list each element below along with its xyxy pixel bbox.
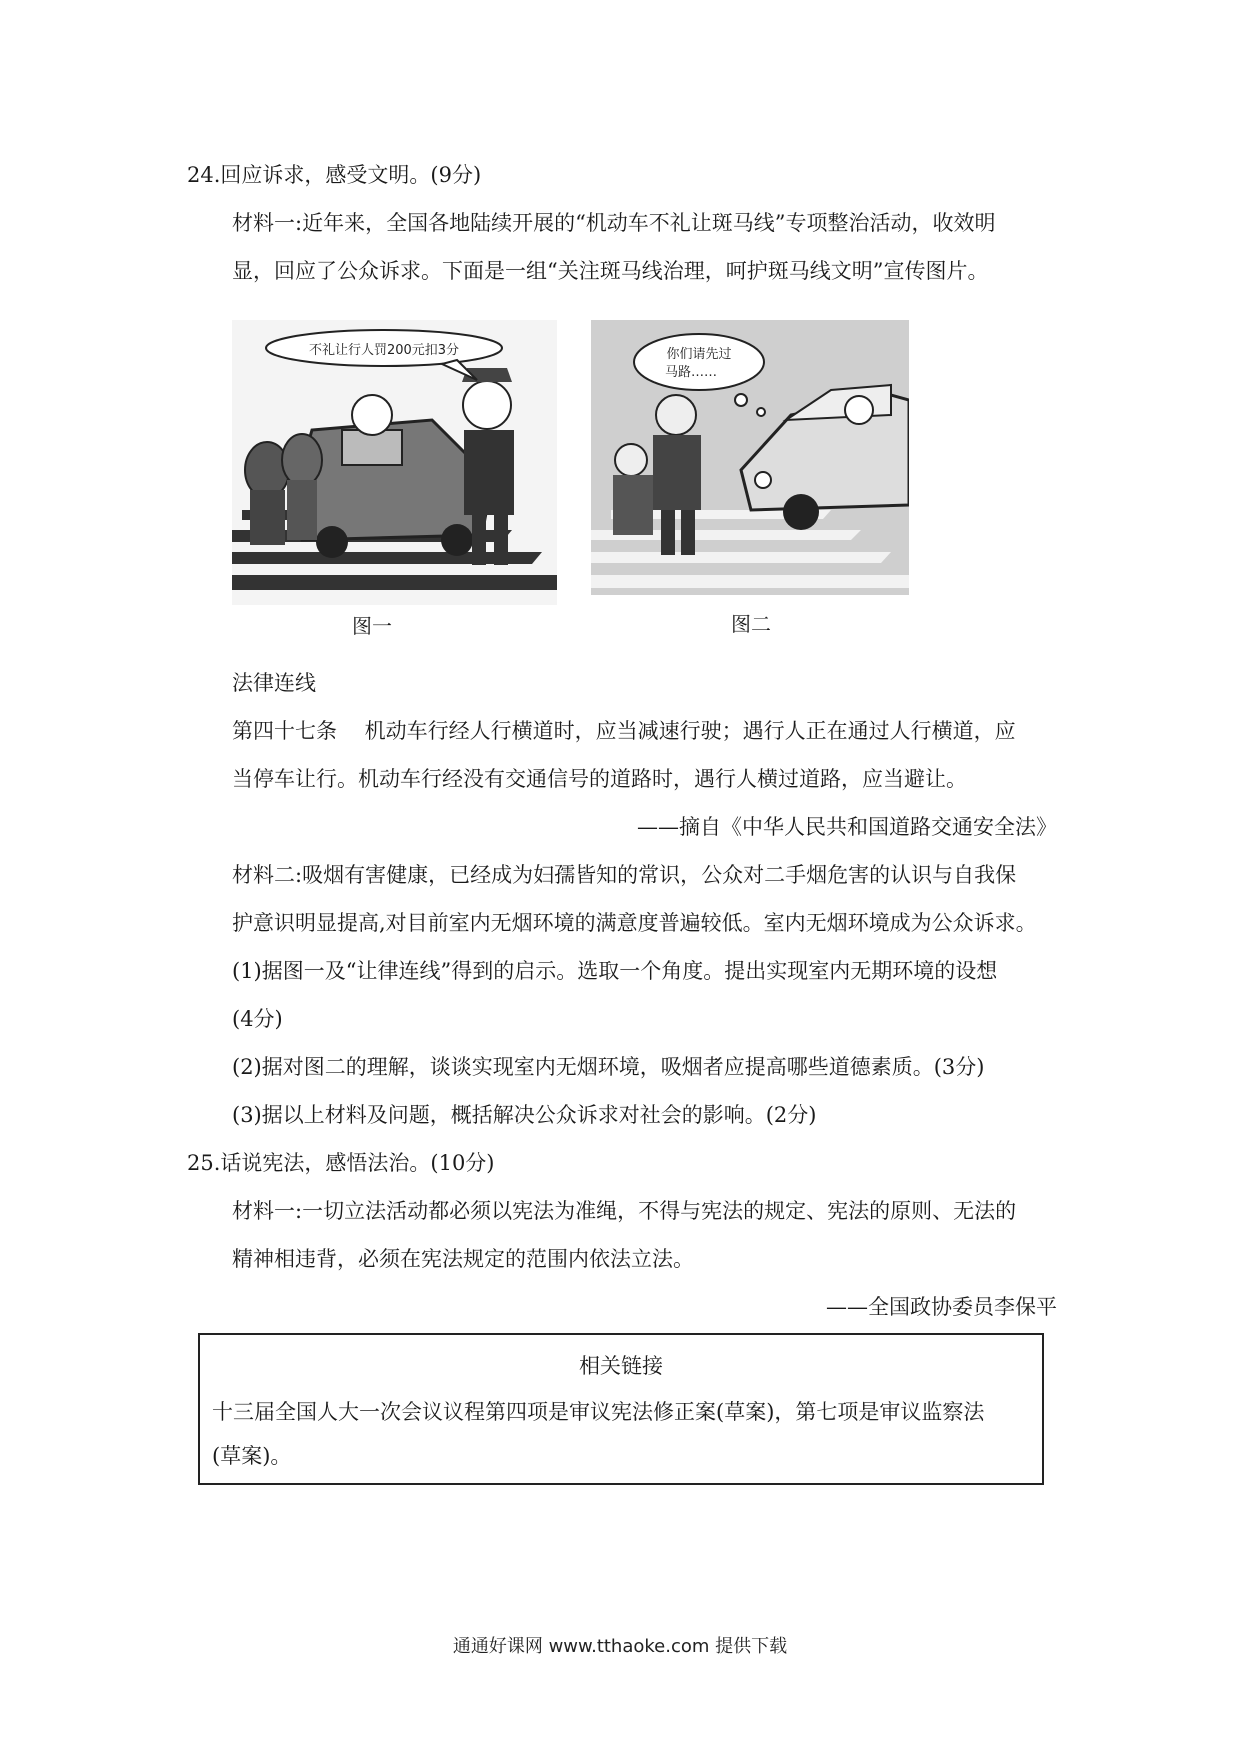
q24-material1-line2: 显，回应了公众诉求。下面是一组“关注斑马线治理，呵护斑马线文明”宣传图片。 <box>232 259 989 283</box>
figure-2-caption: 图二 <box>731 612 771 636</box>
law-article-line1: 第四十七条 机动车行经人行横道时，应当减速行驶；遇行人正在通过人行横道，应 <box>232 719 1016 743</box>
q24-material1-line1: 材料一:近年来，全国各地陆续开展的“机动车不礼让斑马线”专项整治活动，收效明 <box>232 211 996 235</box>
q24-material2-line1: 材料二:吸烟有害健康，已经成为妇孺皆知的常识，公众对二手烟危害的认识与自我保 <box>232 863 1017 887</box>
q25-title: 25.话说宪法，感悟法治。(10分) <box>187 1151 495 1175</box>
q24-sub3: (3)据以上材料及问题，概括解决公众诉求对社会的影响。(2分) <box>232 1103 817 1127</box>
figure-2-bubble-text-line2: 马路…… <box>664 365 718 380</box>
law-article-line2: 当停车让行。机动车行经没有交通信号的道路时，遇行人横过道路，应当避让。 <box>232 767 967 791</box>
figure-1 <box>232 320 557 638</box>
q24-sub1-line2: (4分) <box>232 1007 283 1031</box>
q25-material1-source: ——全国政协委员李保平 <box>826 1295 1057 1319</box>
figure-2-illustration <box>591 320 909 595</box>
q24-sub1-line1: (1)据图一及“让律连线”得到的启示。选取一个角度。提出实现室内无期环境的设想 <box>232 959 998 983</box>
related-link-line1: 十三届全国人大一次会议议程第四项是审议宪法修正案(草案)，第七项是审议监察法 <box>212 1400 985 1424</box>
law-source: ——摘自《中华人民共和国道路交通安全法》 <box>637 815 1057 839</box>
law-heading: 法律连线 <box>232 671 316 695</box>
figure-2 <box>591 320 909 636</box>
related-link-title: 相关链接 <box>579 1354 663 1378</box>
q24-sub2: (2)据对图二的理解，谈谈实现室内无烟环境，吸烟者应提高哪些道德素质。(3分) <box>232 1055 985 1079</box>
q24-material2-line2: 护意识明显提高,对目前室内无烟环境的满意度普遍较低。室内无烟环境成为公众诉求。 <box>232 911 1037 935</box>
figure-1-caption: 图一 <box>352 614 392 638</box>
q25-material1-line1: 材料一:一切立法活动都必须以宪法为准绳，不得与宪法的规定、宪法的原则、无法的 <box>232 1199 1017 1223</box>
related-link-line2: (草案)。 <box>212 1444 292 1468</box>
figure-1-bubble-text: 不礼让行人罚200元扣3分 <box>308 343 460 358</box>
q24-title: 24.回应诉求，感受文明。(9分) <box>187 163 482 187</box>
related-link-box <box>198 1333 1044 1485</box>
figure-1-illustration <box>232 320 557 605</box>
figure-2-bubble-text-line1: 你们请先过 <box>666 347 732 362</box>
footer-download-note: 通通好课网 www.tthaoke.com 提供下载 <box>452 1636 788 1657</box>
q25-material1-line2: 精神相违背，必须在宪法规定的范围内依法立法。 <box>232 1247 694 1271</box>
